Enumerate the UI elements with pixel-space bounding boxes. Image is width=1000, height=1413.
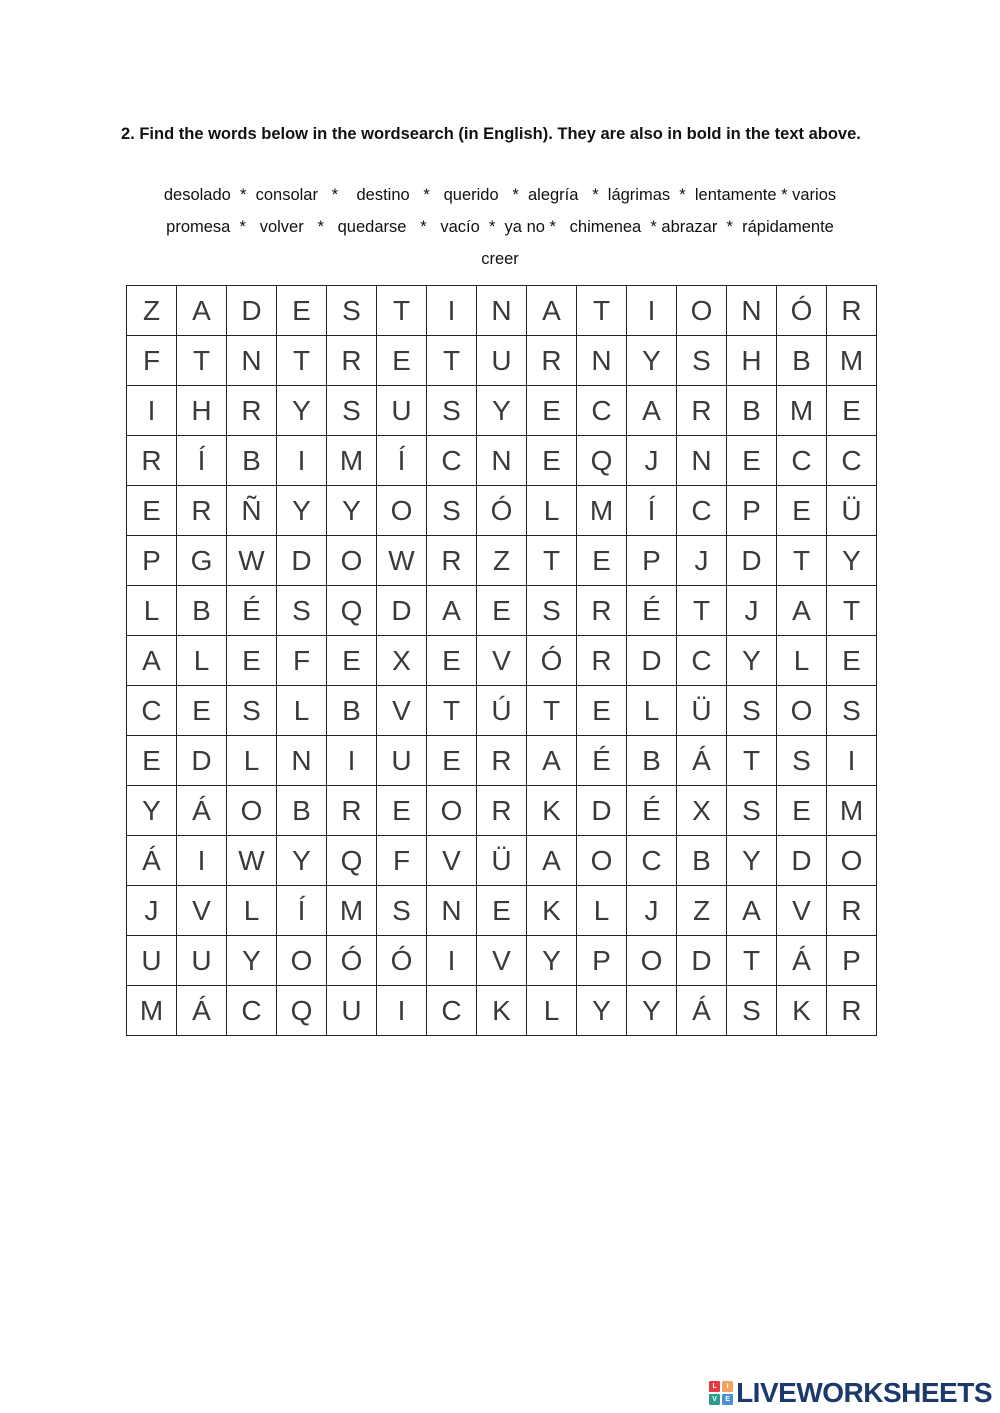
grid-cell: E — [177, 686, 227, 736]
grid-cell: Y — [577, 986, 627, 1036]
grid-cell: I — [177, 836, 227, 886]
grid-cell: T — [427, 336, 477, 386]
grid-cell: S — [677, 336, 727, 386]
grid-cell: N — [477, 286, 527, 336]
grid-cell: O — [627, 936, 677, 986]
grid-cell: M — [577, 486, 627, 536]
grid-cell: R — [477, 786, 527, 836]
grid-row — [127, 736, 877, 786]
logo-mark-square: V — [709, 1394, 720, 1405]
grid-cell: Ó — [327, 936, 377, 986]
grid-cell: U — [477, 336, 527, 386]
grid-cell: A — [777, 586, 827, 636]
grid-cell: Y — [277, 486, 327, 536]
grid-cell: R — [577, 636, 627, 686]
grid-cell: É — [627, 586, 677, 636]
grid-cell: H — [177, 386, 227, 436]
grid-row — [127, 486, 877, 536]
grid-cell: J — [677, 536, 727, 586]
grid-cell: L — [577, 886, 627, 936]
grid-cell: A — [627, 386, 677, 436]
grid-cell: I — [427, 286, 477, 336]
grid-cell: Ñ — [227, 486, 277, 536]
grid-cell: X — [377, 636, 427, 686]
grid-cell: Ó — [477, 486, 527, 536]
grid-cell: Y — [127, 786, 177, 836]
grid-row — [127, 936, 877, 986]
grid-cell: L — [277, 686, 327, 736]
grid-cell: J — [127, 886, 177, 936]
grid-cell: R — [327, 336, 377, 386]
grid-cell: Á — [677, 736, 727, 786]
grid-cell: L — [227, 736, 277, 786]
grid-cell: Y — [277, 836, 327, 886]
grid-cell: Á — [777, 936, 827, 986]
grid-cell: T — [727, 936, 777, 986]
grid-cell: C — [427, 986, 477, 1036]
grid-cell: B — [177, 586, 227, 636]
grid-cell: T — [827, 586, 877, 636]
logo-mark-square: L — [709, 1381, 720, 1392]
grid-cell: V — [477, 936, 527, 986]
grid-cell: F — [277, 636, 327, 686]
grid-cell: E — [477, 586, 527, 636]
grid-cell: L — [227, 886, 277, 936]
grid-cell: E — [127, 736, 177, 786]
grid-cell: E — [577, 686, 627, 736]
grid-cell: H — [727, 336, 777, 386]
grid-cell: Q — [327, 586, 377, 636]
grid-cell: I — [627, 286, 677, 336]
grid-cell: D — [177, 736, 227, 786]
grid-cell: Í — [377, 436, 427, 486]
grid-cell: Y — [827, 536, 877, 586]
grid-cell: J — [627, 436, 677, 486]
grid-cell: Ó — [377, 936, 427, 986]
grid-cell: C — [827, 436, 877, 486]
grid-cell: O — [427, 786, 477, 836]
grid-cell: S — [327, 286, 377, 336]
grid-cell: D — [777, 836, 827, 886]
grid-cell: F — [377, 836, 427, 886]
grid-cell: P — [627, 536, 677, 586]
grid-cell: L — [627, 686, 677, 736]
grid-cell: N — [477, 436, 527, 486]
grid-cell: R — [827, 286, 877, 336]
grid-cell: Y — [327, 486, 377, 536]
grid-cell: M — [127, 986, 177, 1036]
grid-cell: Ü — [827, 486, 877, 536]
grid-cell: E — [427, 636, 477, 686]
grid-cell: V — [427, 836, 477, 886]
grid-cell: W — [377, 536, 427, 586]
grid-cell: L — [777, 636, 827, 686]
grid-cell: L — [177, 636, 227, 686]
grid-cell: N — [227, 336, 277, 386]
grid-cell: Z — [477, 536, 527, 586]
grid-cell: C — [677, 486, 727, 536]
grid-cell: O — [677, 286, 727, 336]
grid-cell: A — [527, 286, 577, 336]
grid-cell: T — [427, 686, 477, 736]
grid-cell: N — [427, 886, 477, 936]
grid-cell: Z — [127, 286, 177, 336]
word-list-line-2: promesa * volver * quedarse * vacío * ya no * chimenea * abrazar * rápidamente — [166, 218, 834, 236]
grid-cell: N — [677, 436, 727, 486]
grid-cell: E — [577, 536, 627, 586]
grid-cell: D — [377, 586, 427, 636]
grid-cell: V — [377, 686, 427, 736]
grid-cell: Ü — [677, 686, 727, 736]
grid-row — [127, 786, 877, 836]
grid-cell: T — [277, 336, 327, 386]
grid-cell: M — [827, 786, 877, 836]
grid-row — [127, 686, 877, 736]
grid-cell: E — [427, 736, 477, 786]
grid-cell: I — [827, 736, 877, 786]
grid-cell: Y — [277, 386, 327, 436]
grid-cell: R — [827, 986, 877, 1036]
grid-cell: É — [227, 586, 277, 636]
grid-cell: P — [127, 536, 177, 586]
grid-cell: Á — [127, 836, 177, 886]
grid-cell: O — [377, 486, 427, 536]
grid-cell: Í — [177, 436, 227, 486]
grid-cell: F — [127, 336, 177, 386]
grid-cell: B — [277, 786, 327, 836]
grid-cell: P — [727, 486, 777, 536]
grid-cell: E — [777, 486, 827, 536]
grid-cell: I — [427, 936, 477, 986]
grid-cell: S — [277, 586, 327, 636]
grid-row — [127, 386, 877, 436]
grid-cell: E — [377, 336, 427, 386]
grid-cell: S — [327, 386, 377, 436]
grid-cell: L — [527, 486, 577, 536]
grid-cell: E — [827, 386, 877, 436]
grid-cell: V — [177, 886, 227, 936]
grid-cell: X — [677, 786, 727, 836]
grid-cell: S — [727, 986, 777, 1036]
grid-cell: E — [827, 636, 877, 686]
grid-cell: S — [777, 736, 827, 786]
grid-cell: O — [577, 836, 627, 886]
grid-cell: R — [477, 736, 527, 786]
grid-cell: T — [527, 686, 577, 736]
grid-cell: K — [477, 986, 527, 1036]
grid-cell: B — [327, 686, 377, 736]
grid-cell: Ó — [527, 636, 577, 686]
grid-cell: E — [127, 486, 177, 536]
grid-cell: E — [777, 786, 827, 836]
grid-cell: G — [177, 536, 227, 586]
grid-cell: T — [577, 286, 627, 336]
grid-cell: R — [677, 386, 727, 436]
instruction-text: 2. Find the words below in the wordsearch (in English). They are also in bold in the text above. — [121, 125, 861, 143]
grid-cell: K — [527, 886, 577, 936]
grid-cell: B — [777, 336, 827, 386]
grid-cell: Í — [627, 486, 677, 536]
grid-cell: I — [327, 736, 377, 786]
grid-cell: M — [827, 336, 877, 386]
grid-cell: C — [127, 686, 177, 736]
grid-cell: D — [277, 536, 327, 586]
grid-cell: A — [527, 836, 577, 886]
grid-cell: Ó — [777, 286, 827, 336]
grid-cell: L — [127, 586, 177, 636]
grid-cell: A — [177, 286, 227, 336]
grid-cell: Í — [277, 886, 327, 936]
grid-cell: E — [527, 436, 577, 486]
grid-cell: B — [227, 436, 277, 486]
liveworksheets-logo-mark-icon — [709, 1381, 733, 1405]
grid-cell: R — [827, 886, 877, 936]
grid-cell: D — [677, 936, 727, 986]
grid-cell: Y — [527, 936, 577, 986]
grid-cell: T — [527, 536, 577, 586]
grid-cell: U — [127, 936, 177, 986]
grid-cell: W — [227, 536, 277, 586]
grid-cell: S — [527, 586, 577, 636]
grid-cell: O — [827, 836, 877, 886]
grid-cell: É — [577, 736, 627, 786]
grid-cell: R — [327, 786, 377, 836]
grid-cell: P — [827, 936, 877, 986]
grid-cell: L — [527, 986, 577, 1036]
grid-cell: Á — [677, 986, 727, 1036]
grid-cell: S — [727, 686, 777, 736]
grid-cell: S — [727, 786, 777, 836]
grid-cell: A — [427, 586, 477, 636]
grid-cell: O — [327, 536, 377, 586]
grid-row — [127, 336, 877, 386]
liveworksheets-logo — [709, 1376, 992, 1410]
grid-cell: R — [527, 336, 577, 386]
grid-cell: W — [227, 836, 277, 886]
grid-row — [127, 536, 877, 586]
grid-row — [127, 886, 877, 936]
grid-cell: S — [227, 686, 277, 736]
logo-mark-square: I — [722, 1381, 733, 1392]
grid-cell: M — [777, 386, 827, 436]
grid-cell: I — [127, 386, 177, 436]
grid-cell: C — [677, 636, 727, 686]
grid-cell: K — [777, 986, 827, 1036]
grid-cell: U — [377, 386, 427, 436]
grid-cell: E — [727, 436, 777, 486]
grid-cell: K — [527, 786, 577, 836]
grid-row — [127, 286, 877, 336]
grid-cell: B — [677, 836, 727, 886]
grid-cell: R — [427, 536, 477, 586]
grid-cell: T — [777, 536, 827, 586]
grid-cell: D — [577, 786, 627, 836]
logo-mark-square: E — [722, 1394, 733, 1405]
grid-cell: Á — [177, 786, 227, 836]
grid-cell: M — [327, 886, 377, 936]
grid-cell: E — [377, 786, 427, 836]
word-list-line-3: creer — [481, 250, 519, 268]
grid-cell: Ü — [477, 836, 527, 886]
grid-cell: A — [127, 636, 177, 686]
grid-cell: T — [727, 736, 777, 786]
grid-cell: E — [527, 386, 577, 436]
grid-cell: N — [577, 336, 627, 386]
grid-cell: N — [727, 286, 777, 336]
grid-cell: I — [377, 986, 427, 1036]
grid-cell: C — [577, 386, 627, 436]
grid-cell: C — [427, 436, 477, 486]
grid-cell: I — [277, 436, 327, 486]
grid-cell: R — [577, 586, 627, 636]
grid-cell: Y — [227, 936, 277, 986]
grid-cell: Ú — [477, 686, 527, 736]
grid-cell: Á — [177, 986, 227, 1036]
grid-cell: D — [627, 636, 677, 686]
grid-cell: Q — [577, 436, 627, 486]
grid-cell: J — [727, 586, 777, 636]
grid-cell: V — [477, 636, 527, 686]
word-list-line-1: desolado * consolar * destino * querido * alegría * lágrimas * lentamente * varios — [163, 186, 837, 204]
grid-cell: T — [377, 286, 427, 336]
grid-cell: M — [327, 436, 377, 486]
grid-cell: J — [627, 886, 677, 936]
grid-cell: O — [277, 936, 327, 986]
grid-cell: Y — [627, 986, 677, 1036]
grid-row — [127, 636, 877, 686]
grid-cell: D — [227, 286, 277, 336]
grid-cell: S — [427, 386, 477, 436]
grid-cell: N — [277, 736, 327, 786]
grid-cell: É — [627, 786, 677, 836]
grid-cell: A — [527, 736, 577, 786]
grid-cell: C — [227, 986, 277, 1036]
grid-cell: U — [327, 986, 377, 1036]
grid-cell: V — [777, 886, 827, 936]
grid-cell: Y — [477, 386, 527, 436]
grid-row — [127, 986, 877, 1036]
grid-cell: U — [177, 936, 227, 986]
grid-cell: R — [127, 436, 177, 486]
grid-row — [127, 586, 877, 636]
grid-cell: Y — [627, 336, 677, 386]
wordsearch-grid — [126, 285, 877, 1036]
grid-cell: C — [627, 836, 677, 886]
grid-cell: E — [327, 636, 377, 686]
grid-cell: B — [627, 736, 677, 786]
grid-row — [127, 436, 877, 486]
liveworksheets-logo-text: LIVEWORKSHEETS — [736, 1377, 992, 1408]
grid-cell: R — [227, 386, 277, 436]
grid-cell: Q — [327, 836, 377, 886]
grid-cell: R — [177, 486, 227, 536]
grid-cell: O — [777, 686, 827, 736]
grid-cell: P — [577, 936, 627, 986]
grid-cell: S — [427, 486, 477, 536]
grid-cell: S — [377, 886, 427, 936]
grid-cell: T — [177, 336, 227, 386]
grid-cell: S — [827, 686, 877, 736]
grid-cell: Y — [727, 836, 777, 886]
grid-cell: Y — [727, 636, 777, 686]
grid-row — [127, 836, 877, 886]
grid-cell: O — [227, 786, 277, 836]
grid-cell: Z — [677, 886, 727, 936]
grid-cell: Q — [277, 986, 327, 1036]
grid-cell: C — [777, 436, 827, 486]
grid-cell: D — [727, 536, 777, 586]
grid-cell: E — [277, 286, 327, 336]
grid-cell: B — [727, 386, 777, 436]
grid-cell: E — [477, 886, 527, 936]
grid-cell: T — [677, 586, 727, 636]
grid-cell: U — [377, 736, 427, 786]
grid-cell: A — [727, 886, 777, 936]
grid-cell: E — [227, 636, 277, 686]
